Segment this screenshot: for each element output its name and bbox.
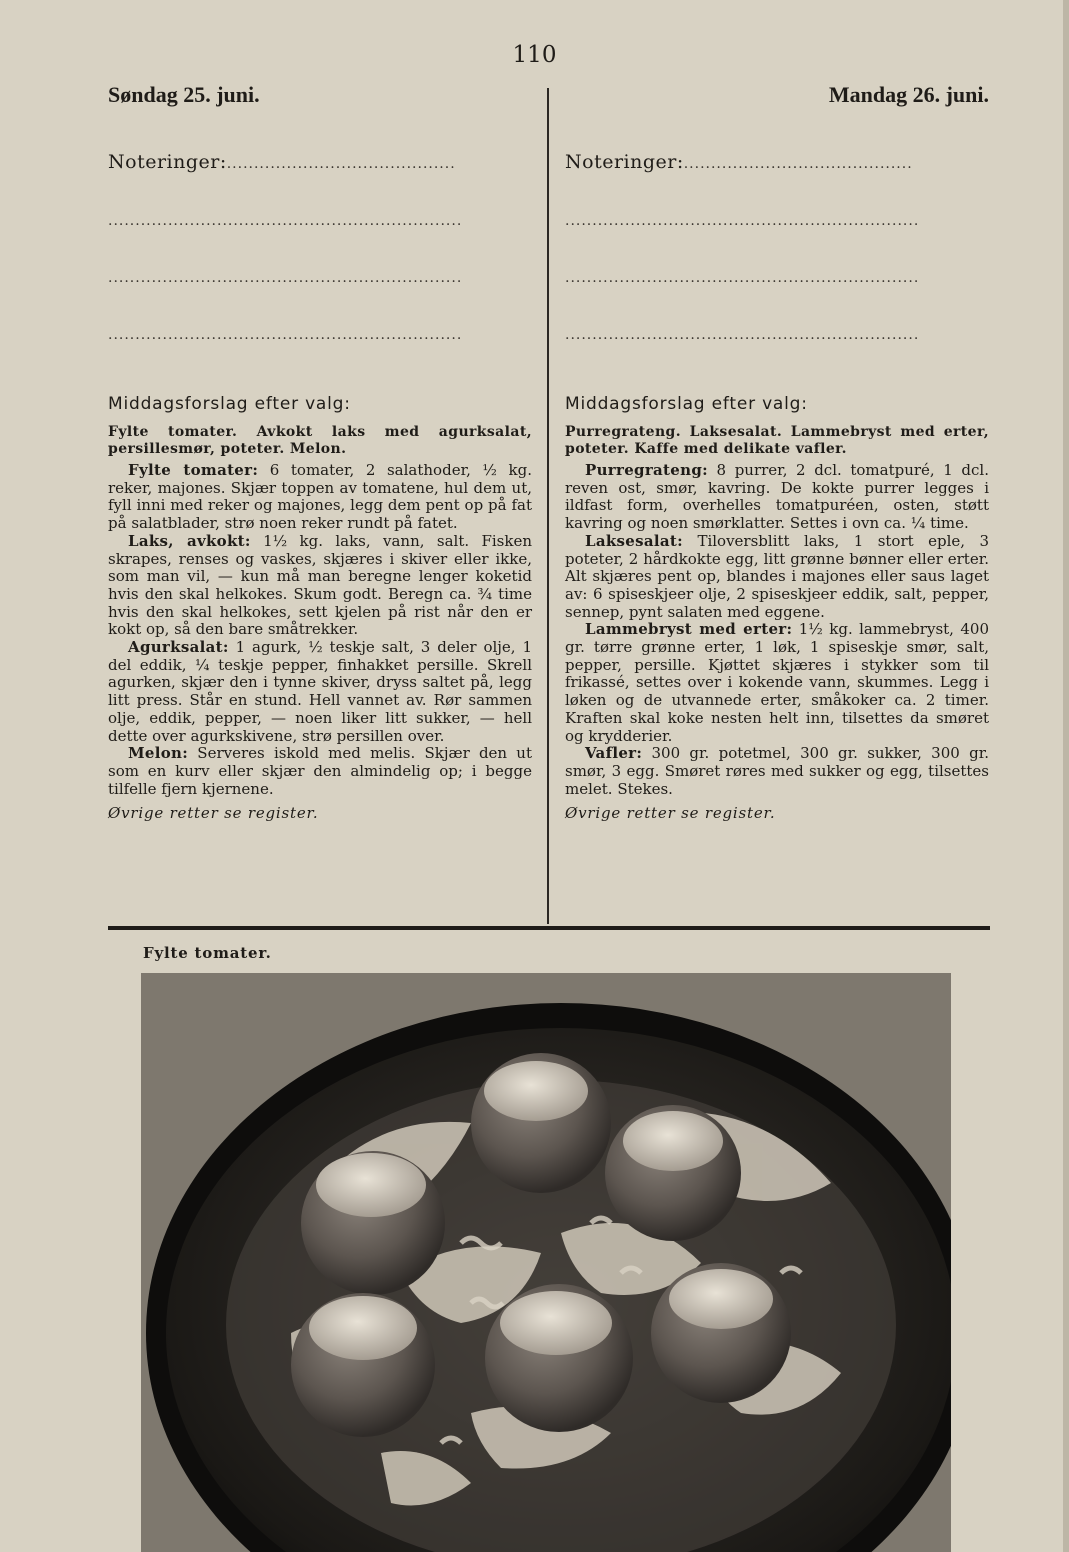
suggestion-title-right: Middagsforslag efter valg: [565, 394, 808, 414]
recipe-paragraph [565, 533, 989, 622]
dotted-line: ................................................................. [108, 270, 463, 286]
recipe-text: 1½ kg. laks, vann, salt. Fisken skrapes, renses og vaskes, skjæres i skiver eller ikke, som man vil, — kun må man beregne lenger koketid hvis den skal helkokes. Skum godt. Beregn ca. ¾ time hvis den skal helkokes, sett kjelen på rist når den er kokt op, så den bare småtrekker. [108, 531, 532, 639]
dotted-line: .......................................... [226, 156, 456, 172]
notes-area-left [108, 148, 532, 376]
recipe-text: 8 purrer, 2 dcl. tomatpuré, 1 dcl. reven ost, smør, kavring. De kokte purrer legges i ildfast form, overhelles tomatpuréen, osten, støtt kavring og noen smørklatter. Settes i ovn ca. ¼ time. [565, 461, 989, 533]
dotted-line: ................................................................. [108, 213, 463, 229]
notes-line [108, 205, 532, 262]
suggestion-title-left: Middagsforslag efter valg: [108, 394, 351, 414]
tomato [605, 1105, 741, 1241]
recipe-paragraph [565, 462, 989, 533]
notes-line [565, 262, 989, 319]
page-edge [1063, 0, 1069, 1552]
tomato [651, 1263, 791, 1403]
recipe-paragraph [565, 621, 989, 745]
tomato [485, 1284, 633, 1432]
notes-label: Noteringer: [565, 151, 684, 173]
recipe-label: Lammebryst med erter: [585, 620, 793, 639]
notes-line [108, 262, 532, 319]
dotted-line: ................................................................. [565, 327, 920, 343]
menu-summary-right: Purregrateng. Laksesalat. Lammebryst med erter, poteter. Kaffe med delikate vafler. [565, 424, 989, 457]
day-heading-left: Søndag 25. juni. [108, 82, 260, 107]
tomato [291, 1293, 435, 1437]
recipe-label: Laksesalat: [585, 531, 683, 550]
photo-caption: Fylte tomater. [143, 944, 272, 962]
recipe-text: 1 agurk, ½ teskje salt, 3 deler olje, 1 del eddik, ¼ teskje pepper, finhakket persille. Skrell agurken, skjær den i tynne skiver, dryss saltet på, legg litt press. Står en stund. Hell vannet av. Rør sammen olje, eddik, pepper, — noen liker litt sukker, — hell dette over agurkskivene, strø persillen over. [108, 638, 532, 745]
footer-note-left: Øvrige retter se register. [108, 804, 319, 823]
recipe-label: Melon: [128, 744, 189, 763]
recipe-text: Serveres iskold med melis. Skjær den ut som en kurv eller skjær den almindelig op; i begge tilfelle fjern kjernene. [108, 744, 532, 798]
section-rule [108, 926, 990, 930]
recipes-right [565, 462, 989, 798]
stuffed-tomatoes-photo [141, 973, 951, 1552]
tomato [471, 1053, 611, 1193]
dotted-line: ................................................................. [565, 213, 920, 229]
dotted-line: ................................................................. [108, 327, 463, 343]
right-column [565, 80, 989, 822]
page-number: 110 [512, 42, 557, 68]
recipe-paragraph [108, 745, 532, 798]
notes-area-right [565, 148, 989, 376]
notes-line [108, 319, 532, 376]
recipe-paragraph [565, 745, 989, 798]
recipe-text: 1½ kg. lammebryst, 400 gr. tørre grønne erter, 1 løk, 1 spiseskje smør, salt, pepper, persille. Kjøttet skjæres i stykker som til frikassé, settes over i kokende vann, skummes. Legg i løken og de utvannede erter, småkoker ca. 2 timer. Kraften skal koke nesten helt inn, tilsettes da smøret og krydderier. [565, 620, 989, 745]
notes-label: Noteringer: [108, 151, 227, 173]
dotted-line: .......................................... [683, 156, 913, 172]
recipe-text: 300 gr. potetmel, 300 gr. sukker, 300 gr. smør, 3 egg. Smøret røres med sukker og egg, tilsettes melet. Stekes. [565, 744, 989, 798]
recipe-label: Vafler: [585, 744, 643, 763]
notes-line [565, 205, 989, 262]
recipes-left [108, 462, 532, 798]
menu-summary-left: Fylte tomater. Avkokt laks med agurksalat, persillesmør, poteter. Melon. [108, 424, 532, 457]
dotted-line: ................................................................. [565, 270, 920, 286]
recipe-paragraph [108, 639, 532, 745]
recipe-paragraph [108, 533, 532, 639]
recipe-label: Laks, avkokt: [128, 531, 251, 550]
tomato [301, 1151, 445, 1295]
notes-line [565, 319, 989, 376]
notes-line [108, 148, 532, 205]
notes-line [565, 148, 989, 205]
day-heading-right: Mandag 26. juni. [828, 82, 989, 107]
left-column [108, 80, 532, 822]
recipe-paragraph [108, 462, 532, 533]
recipe-text: 6 tomater, 2 salathoder, ½ kg. reker, majones. Skjær toppen av tomatene, hul dem ut, fyll inni med reker og majones, legg dem pent op på fat på salatblader, strø noen reker rundt på fatet. [108, 461, 532, 533]
recipe-label: Purregrateng: [585, 461, 708, 479]
recipe-label: Fylte tomater: [128, 461, 259, 479]
footer-note-right: Øvrige retter se register. [565, 804, 776, 823]
recipe-label: Agurksalat: [128, 638, 229, 657]
column-divider [547, 88, 549, 924]
recipe-text: Tiloversblitt laks, 1 stort eple, 3 poteter, 2 hårdkokte egg, litt grønne bønner eller erter. Alt skjæres pent op, blandes i majones eller saus laget av: 6 spiseskjeer olje, 2 spiseskjeer eddik, salt, pepper, sennep, pynt salaten med eggene. [565, 531, 989, 621]
